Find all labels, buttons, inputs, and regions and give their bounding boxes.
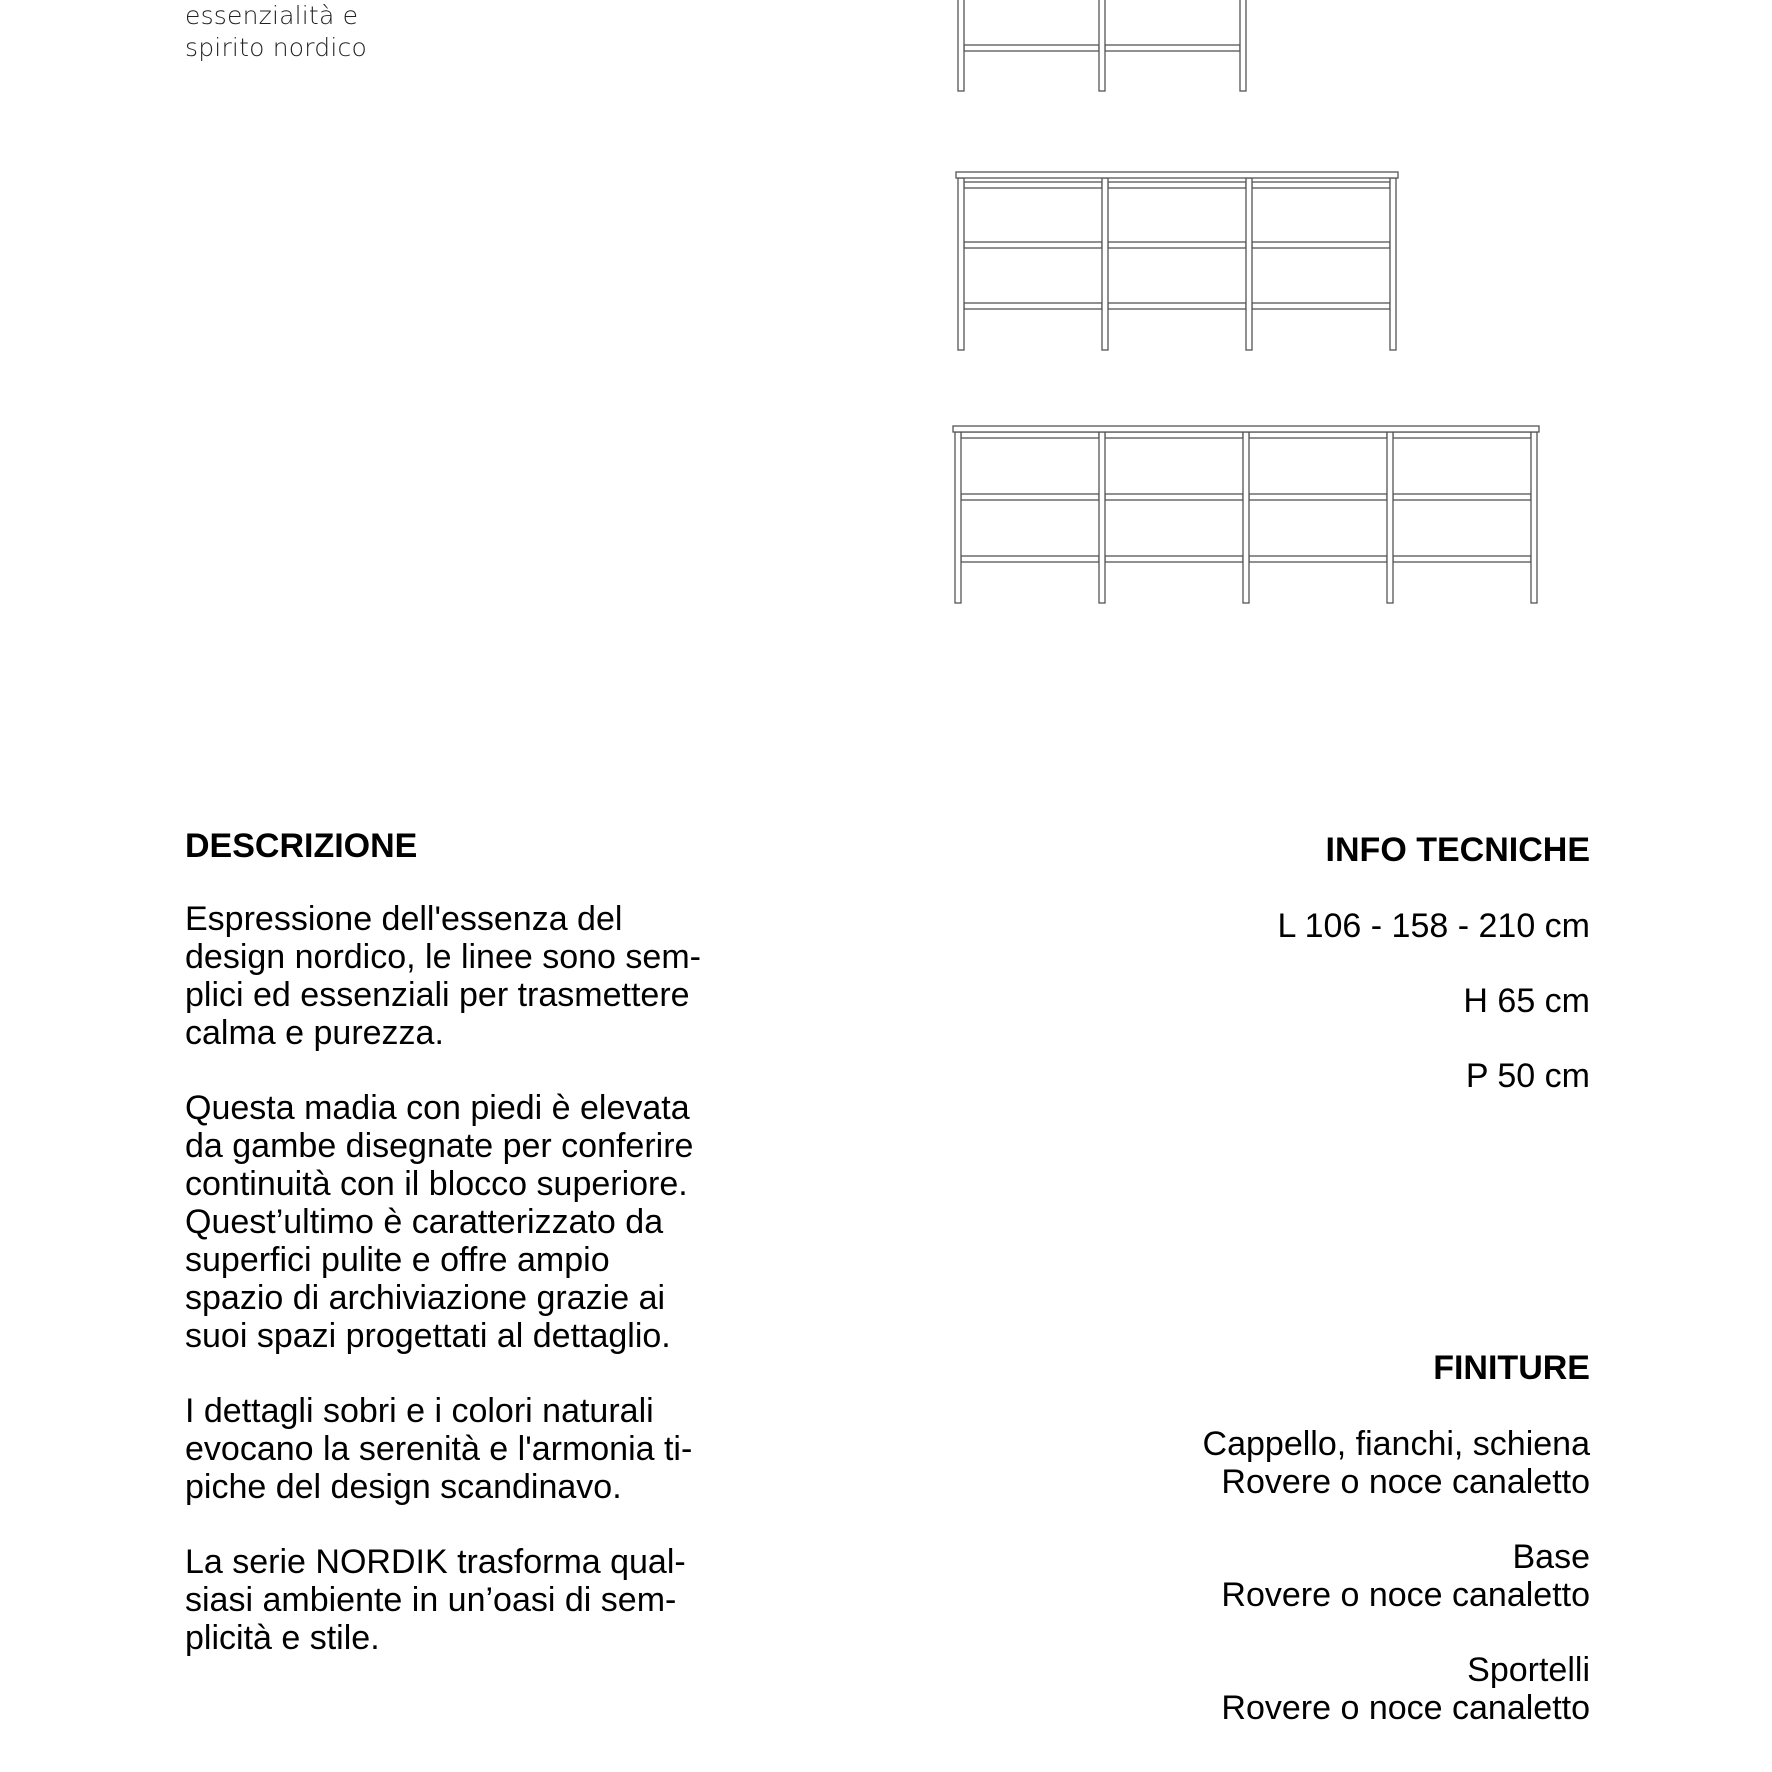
leg [1387, 432, 1393, 603]
shelf [961, 494, 1099, 500]
text-line: da gambe disegnate per conferire [185, 1127, 694, 1165]
finishes-section [890, 1348, 1590, 1727]
shelf [961, 432, 1099, 438]
description-heading: DESCRIZIONE [185, 827, 418, 865]
finish-material: Rovere o noce canaletto [1221, 1463, 1590, 1501]
spec-depth: P 50 cm [1465, 1057, 1590, 1095]
shelf [1108, 303, 1246, 309]
shelf [1252, 182, 1390, 188]
shelf [964, 303, 1102, 309]
shelf [964, 242, 1102, 248]
product-drawings [0, 0, 1772, 640]
text-line: spazio di archiviazione grazie ai [185, 1279, 666, 1317]
finish-material: Rovere o noce canaletto [1221, 1576, 1590, 1614]
leg [955, 432, 961, 603]
shelf [961, 556, 1099, 562]
leg [1240, 0, 1246, 91]
shelf [1393, 556, 1531, 562]
shelf [1108, 242, 1246, 248]
description-paragraph [185, 900, 805, 1052]
tagline-line: essenzialità e [185, 1, 359, 30]
leg [1243, 432, 1249, 603]
leg [1102, 178, 1108, 350]
text-line: La serie NORDIK trasforma qual- [185, 1543, 686, 1581]
leg [1099, 432, 1105, 603]
finish-item [890, 1425, 1590, 1501]
leg [1246, 178, 1252, 350]
leg [1099, 0, 1105, 91]
text-line: calma e purezza. [185, 1014, 444, 1052]
leg [1390, 178, 1396, 350]
text-line: suoi spazi progettati al dettaglio. [185, 1317, 671, 1355]
spec-height: H 65 cm [1463, 982, 1590, 1020]
top-board [956, 172, 1398, 178]
leg [1531, 432, 1537, 603]
finish-part: Sportelli [1467, 1651, 1590, 1689]
shelf [1105, 494, 1243, 500]
sideboard-drawings-svg [0, 0, 1772, 640]
leg [958, 0, 964, 91]
text-line: I dettagli sobri e i colori naturali [185, 1392, 654, 1430]
sideboard-drawing-2-bays [958, 0, 1246, 91]
text-line: Quest’ultimo è caratterizzato da [185, 1203, 664, 1241]
shelf [1393, 494, 1531, 500]
description-paragraph [185, 1392, 805, 1506]
text-line: evocano la serenità e l'armonia ti- [185, 1430, 693, 1468]
text-line: continuità con il blocco superiore. [185, 1165, 688, 1203]
shelf [1105, 556, 1243, 562]
shelf [1393, 432, 1531, 438]
shelf [1252, 303, 1390, 309]
description-paragraph [185, 1089, 805, 1355]
finish-item [890, 1651, 1590, 1727]
description-paragraph [185, 1543, 805, 1657]
text-line: design nordico, le linee sono sem- [185, 938, 701, 976]
finish-part: Cappello, fianchi, schiena [1202, 1425, 1590, 1463]
shelf [1108, 182, 1246, 188]
text-line: piche del design scandinavo. [185, 1468, 622, 1506]
leg [958, 178, 964, 350]
technical-info-heading: INFO TECNICHE [1325, 831, 1590, 869]
text-line: siasi ambiente in un’oasi di sem- [185, 1581, 677, 1619]
text-line: plici ed essenziali per trasmettere [185, 976, 690, 1014]
shelf [1249, 432, 1387, 438]
spec-length: L 106 - 158 - 210 cm [1277, 907, 1590, 945]
finish-part: Base [1512, 1538, 1590, 1576]
sideboard-drawing-4-bays [953, 426, 1539, 603]
finish-material: Rovere o noce canaletto [1221, 1689, 1590, 1727]
shelf [1105, 432, 1243, 438]
finishes-heading: FINITURE [1433, 1349, 1590, 1387]
shelf [964, 45, 1099, 51]
shelf [1249, 494, 1387, 500]
technical-info-section [890, 830, 1590, 1095]
text-line: Questa madia con piedi è elevata [185, 1089, 690, 1127]
sideboard-drawing-3-bays [956, 172, 1398, 350]
text-line: plicità e stile. [185, 1619, 380, 1657]
shelf [964, 182, 1102, 188]
finish-item [890, 1538, 1590, 1614]
shelf [1105, 45, 1240, 51]
shelf [1252, 242, 1390, 248]
description-section [185, 826, 805, 1694]
top-board [953, 426, 1539, 432]
shelf [1249, 556, 1387, 562]
text-line: superfici pulite e offre ampio [185, 1241, 610, 1279]
tagline-line: spirito nordico [185, 33, 367, 62]
text-line: Espressione dell'essenza del [185, 900, 623, 938]
